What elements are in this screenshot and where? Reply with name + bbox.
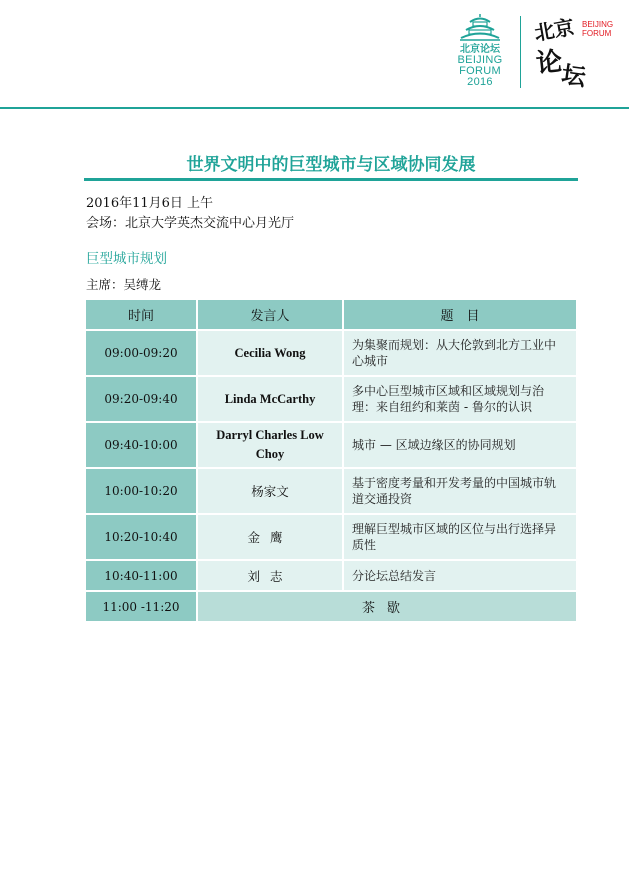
- column-header-topic: 题 目: [344, 300, 578, 331]
- calligraphy-english: BEIJING FORUM: [582, 20, 614, 38]
- beijing-forum-logo: [446, 12, 514, 102]
- cell-topic: 基于密度考量和开发考量的中国城市轨道交通投资: [344, 469, 578, 515]
- calligraphy-lun: 论: [534, 46, 564, 80]
- session-date: 2016年11月6日 上午: [86, 196, 214, 211]
- cell-time: 10:00-10:20: [86, 469, 198, 515]
- column-header-speaker: 发言人: [198, 300, 344, 331]
- column-header-time: 时间: [86, 300, 198, 331]
- schedule-table: [86, 300, 578, 623]
- table-row: [86, 331, 578, 377]
- logo-english-line1: BEIJING: [457, 54, 503, 66]
- table-row: [86, 423, 578, 469]
- table-row: [86, 469, 578, 515]
- logo-year: 2016: [467, 76, 493, 88]
- cell-break-label: 茶歇: [198, 592, 578, 623]
- cell-time: 09:40-10:00: [86, 423, 198, 469]
- cell-speaker: 金鹰: [198, 515, 344, 561]
- title-rule: [84, 178, 578, 181]
- cell-topic: 多中心巨型城市区域和区域规划与治理：来自纽约和莱茵 - 鲁尔的认识: [344, 377, 578, 423]
- calligraphy-logo: [530, 10, 620, 100]
- session-chair: 主席：吴缚龙: [86, 277, 162, 292]
- cell-speaker: Linda McCarthy: [198, 377, 344, 423]
- cell-time: 09:00-09:20: [86, 331, 198, 377]
- logo-chinese-name: 北京论坛: [460, 44, 500, 55]
- logo-english-line2: FORUM: [459, 65, 501, 77]
- cell-topic: 城市 — 区域边缘区的协同规划: [344, 423, 578, 469]
- calligraphy-beijing: 北京: [532, 14, 577, 46]
- cell-speaker: Darryl Charles Low Choy: [198, 423, 344, 469]
- table-header-row: [86, 300, 578, 331]
- cell-topic: 为集聚而规划：从大伦敦到北方工业中心城市: [344, 331, 578, 377]
- cell-speaker: 刘志: [198, 561, 344, 592]
- table-row: [86, 561, 578, 592]
- table-row-break: [86, 592, 578, 623]
- table-row: [86, 515, 578, 561]
- section-title: 巨型城市规划: [86, 251, 167, 267]
- cell-time: 09:20-09:40: [86, 377, 198, 423]
- cell-time: 10:20-10:40: [86, 515, 198, 561]
- cell-speaker: Cecilia Wong: [198, 331, 344, 377]
- cell-break-time: 11:00 -11:20: [86, 592, 198, 623]
- header-rule: [0, 107, 629, 109]
- table-row: [86, 377, 578, 423]
- session-venue: 会场：北京大学英杰交流中心月光厅: [86, 216, 295, 231]
- page-title: 世界文明中的巨型城市与区域协同发展: [186, 155, 476, 175]
- cell-time: 10:40-11:00: [86, 561, 198, 592]
- calligraphy-tan: 坛: [559, 59, 588, 92]
- logo-divider: [520, 16, 521, 88]
- cell-topic: 分论坛总结发言: [344, 561, 578, 592]
- cell-speaker: 杨家文: [198, 469, 344, 515]
- cell-topic: 理解巨型城市区域的区位与出行选择异质性: [344, 515, 578, 561]
- temple-of-heaven-icon: [456, 12, 504, 42]
